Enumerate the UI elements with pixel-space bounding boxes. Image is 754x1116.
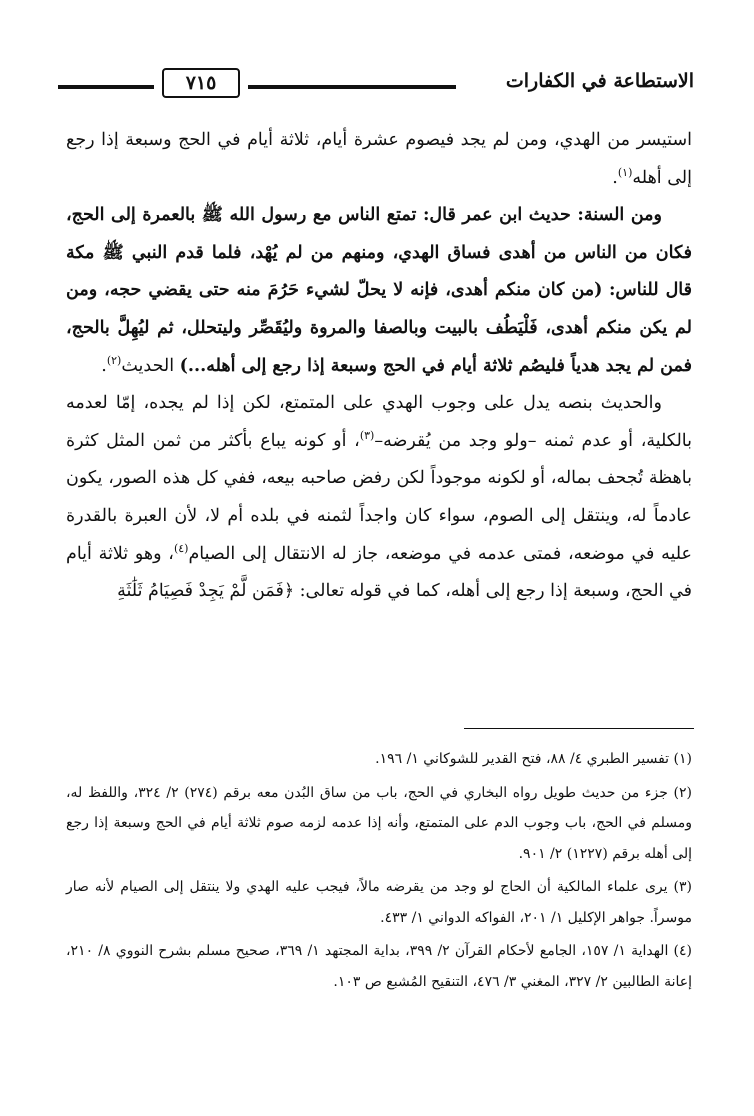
header-rule-left — [58, 85, 154, 89]
header-rule — [248, 85, 456, 89]
main-text — [66, 122, 692, 611]
hadith-quote: (من كان منكم أهدى، فإنه لا يحلّ لشيء حَرُمَ منه حتى يقضي حجه، ومن لم يكن منكم أهدى، فَلْيَطُف بالبيت وبالصفا والمروة وليُقَصِّر وليتحلل، ثم ليُهِلَّ بالحج، فمن لم يجد هدياً فليصُم ثلاثة أيام في الحج وسبعة إذا رجع إلى أهله...) — [66, 280, 692, 376]
footnote-4: (٤) الهداية ١/ ١٥٧، الجامع لأحكام القرآن ٢/ ٣٩٩، بداية المجتهد ١/ ٣٦٩، صحيح مسلم بشرح النووي ٨/ ٢١٠، إعانة الطالبين ٢/ ٣٢٧، المغني ٣/ ٤٧٦، التنقيح المُشبع ص ١٠٣. — [66, 943, 693, 990]
paragraph-2 — [66, 197, 692, 385]
footnote-ref-3: (٣) — [359, 428, 375, 442]
paragraph-3-text-b: ، أو كونه يباع بأكثر من ثمن المثل كثرة باهظة تُجحف بماله، أو لكونه موجوداً لكن رفض صاحبه بيعه، ففي كل هذه الصور، يكون عادماً له، وينتقل إلى الصوم، سواء كان واجداً لثمنه في بلده أم لا، لأن العبرة بالقدرة عليه في موضعه، فمتى عدمه في موضعه، جاز له الانتقال إلى الصيام — [66, 430, 692, 564]
footnotes — [66, 744, 692, 1000]
footnote-ref-4: (٤) — [173, 541, 189, 555]
footnote-1: (١) تفسير الطبري ٤/ ٨٨، فتح القدير للشوكاني ١/ ١٩٦. — [375, 751, 692, 767]
footnote-ref-2: (٢) — [106, 353, 122, 367]
paragraph-3 — [66, 385, 692, 611]
paragraph-1 — [66, 122, 692, 197]
paragraph-2-intro: ومن السنة: حديث ابن عمر قال: تمتع الناس مع رسول الله ﷺ بالعمرة إلى الحج، فكان من الناس من أهدى فساق الهدي، ومنهم من لم يُهْد، فلما قدم النبي ﷺ مكة قال للناس: — [66, 205, 692, 301]
running-header — [58, 68, 694, 102]
footnote-separator — [464, 728, 694, 729]
paragraph-3-text-a: والحديث بنصه يدل على وجوب الهدي على المتمتع، لكن إذا لم يجده، إمّا لعدمه بالكلية، أو عدم ثمنه –ولو وجد من يُقرضه– — [66, 393, 692, 451]
paragraph-1-text: استيسر من الهدي، ومن لم يجد فيصوم عشرة أيام، ثلاثة أيام في الحج وسبعة إذا رجع إلى أهله — [66, 130, 692, 188]
paragraph-2-label: الحديث — [121, 355, 175, 376]
footnote-ref-1: (١) — [617, 165, 633, 179]
footnote-2: (٢) جزء من حديث طويل رواه البخاري في الحج، باب من ساق البُدن معه برقم (٢٧٤) ٢/ ٣٢٤، واللفظ له، ومسلم في الحج، باب وجوب الدم على المتمتع، وأنه إذا عدمه لزمه صوم ثلاثة أيام في الحج وسبعة إذا رجع إلى أهله برقم (١٢٢٧) ٢/ ٩٠١. — [66, 784, 693, 862]
paragraph-3-text-c: ، وهو ثلاثة أيام في الحج، وسبعة إذا رجع إلى أهله، كما في قوله تعالى: ﴿فَمَن لَّمْ يَجِدْ فَصِيَامُ ثَلَٰثَةِ — [66, 543, 692, 602]
header-title: الاستطاعة في الكفارات — [505, 70, 694, 92]
page-number: ٧١٥ — [185, 72, 217, 94]
paragraph-2-end: . — [101, 355, 107, 376]
page-number-box — [162, 68, 240, 98]
footnote-3: (٣) يرى علماء المالكية أن الحاج لو وجد من يقرضه مالاً، فيجب عليه الهدي ولا ينتقل إلى الصيام لأنه صار موسراً. جواهر الإكليل ١/ ٢٠١، الفواكه الدواني ١/ ٤٣٣. — [66, 879, 692, 926]
paragraph-1-end: . — [612, 167, 618, 188]
